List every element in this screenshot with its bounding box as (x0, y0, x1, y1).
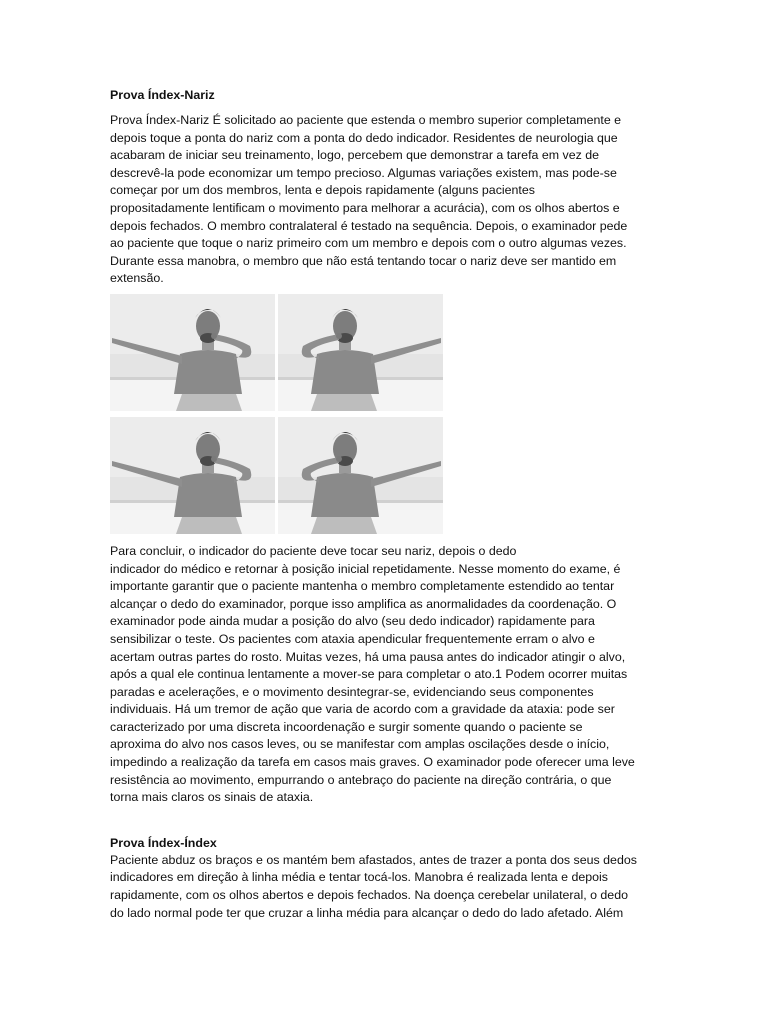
text-line: Para concluir, o indicador do paciente deve tocar seu nariz, depois o dedo (110, 543, 517, 558)
paragraph-conclusion (110, 543, 656, 807)
text-line: propositadamente lentificam o movimento para melhorar a acurácia), com os olhos abertos e (110, 200, 620, 215)
text-line: paradas e acelerações, e o movimento desintegrar-se, evidenciando seus componentes (110, 684, 594, 699)
photo-panel-1 (110, 294, 275, 411)
paragraph-index-nariz (110, 112, 656, 288)
document-page (110, 86, 656, 922)
text-line: descrevê-la pode economizar um tempo precioso. Algumas variações existem, mas pode-se (110, 165, 617, 180)
text-line: extensão. (110, 271, 164, 286)
patient-photo-illustration (278, 417, 443, 534)
photo-panel-4 (278, 417, 443, 534)
text-line: acabaram de iniciar seu treinamento, logo, percebem que demonstrar a tarefa em vez de (110, 148, 600, 163)
text-line: resistência ao movimento, empurrando o antebraço do paciente na direção contrária, o que (110, 772, 612, 787)
text-line: alcançar o dedo do examinador, porque isso amplifica as anormalidades da coordenação. O (110, 596, 617, 611)
text-line: indicador do médico e retornar à posição inicial repetidamente. Nesse momento do exame, é (110, 561, 621, 576)
text-line: sensibilizar o teste. Os pacientes com ataxia apendicular frequentemente erram o alvo e (110, 631, 595, 646)
text-line: indicadores em direção à linha média e tentar tocá-los. Manobra é realizada lenta e depois (110, 870, 608, 885)
text-line: acertam outras partes do rosto. Muitas vezes, há uma pausa antes do indicador atingir o alvo, (110, 649, 626, 664)
text-line: depois toque a ponta do nariz com a ponta do dedo indicador. Residentes de neurologia que (110, 130, 618, 145)
text-line: ao paciente que toque o nariz primeiro com um membro e depois com o outro algumas vezes. (110, 236, 627, 251)
text-line: do lado normal pode ter que cruzar a linha média para alcançar o dedo do lado afetado. Além (110, 905, 624, 920)
section-heading-index-index: Prova Índex-Índex (110, 835, 217, 850)
text-line: torna mais claros os sinais de ataxia. (110, 790, 314, 805)
patient-photo-illustration (110, 417, 275, 534)
text-line: depois fechados. O membro contralateral é testado na sequência. Depois, o examinador pede (110, 218, 628, 233)
paragraph-index-index (110, 852, 656, 922)
text-line: caracterizado por uma discreta incoordenação e surgir somente quando o paciente se (110, 719, 583, 734)
text-line: aproxima do alvo nos casos leves, ou se manifestar com amplas oscilações desde o início, (110, 737, 610, 752)
figure-index-nariz-photos (110, 294, 444, 534)
text-line: Durante essa manobra, o membro que não está tentando tocar o nariz deve ser mantido em (110, 253, 617, 268)
photo-panel-2 (278, 294, 443, 411)
text-line: rapidamente, com os olhos abertos e depois fechados. Na doença cerebelar unilateral, o dedo (110, 888, 628, 903)
text-line: Prova Índex-Nariz É solicitado ao paciente que estenda o membro superior completamente e (110, 113, 622, 127)
text-line: começar por um dos membros, lenta e depois rapidamente (alguns pacientes (110, 183, 535, 198)
patient-photo-illustration (278, 294, 443, 411)
text-line: examinador pode ainda mudar a posição do alvo (seu dedo indicador) rapidamente para (110, 614, 595, 629)
text-line: individuais. Há um tremor de ação que varia de acordo com a gravidade da ataxia: pode ser (110, 702, 615, 717)
text-line: após a qual ele continua lentamente a mover-se para completar o ato.1 Podem ocorrer muitas (110, 667, 628, 682)
text-line: Paciente abduz os braços e os mantém bem afastados, antes de trazer a ponta dos seus dedos (110, 852, 637, 867)
text-line: importante garantir que o paciente mantenha o membro completamente estendido ao tentar (110, 579, 615, 594)
text-line: impedindo a realização da tarefa em casos mais graves. O examinador pode oferecer uma leve (110, 755, 635, 770)
patient-photo-illustration (110, 294, 275, 411)
section-heading-index-nariz: Prova Índex-Nariz (110, 88, 215, 102)
photo-panel-3 (110, 417, 275, 534)
